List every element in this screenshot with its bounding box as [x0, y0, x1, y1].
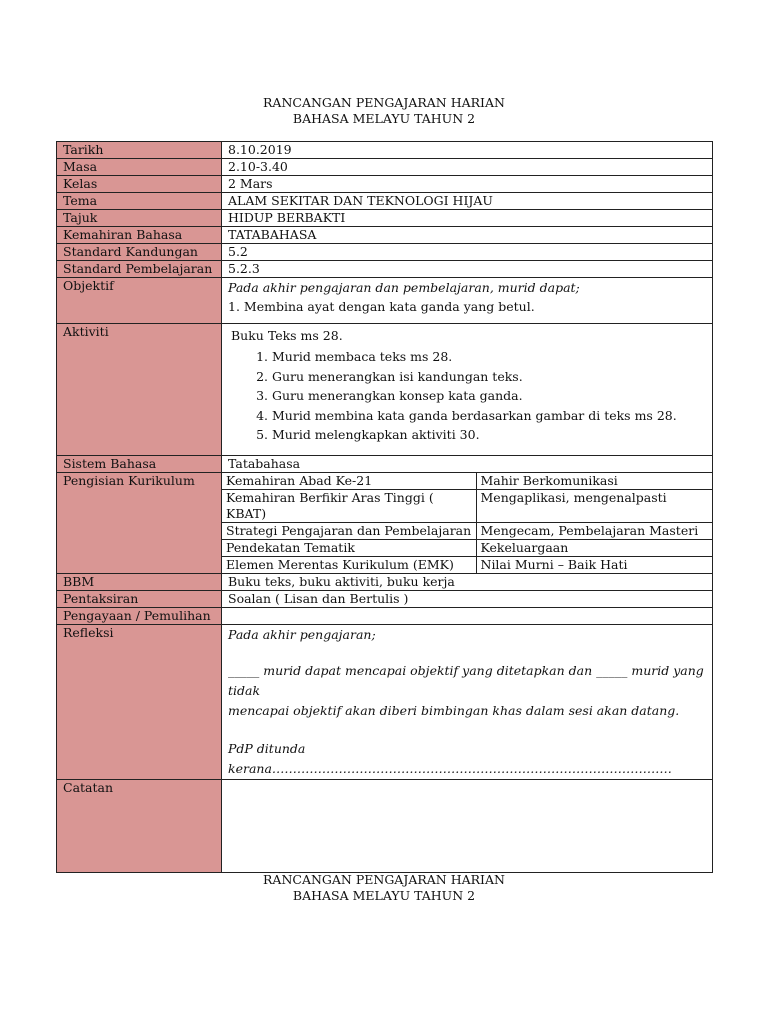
- value-pengisian-kurikulum: [222, 473, 713, 574]
- objektif-line-1: Pada akhir pengajaran dan pembelajaran, murid dapat;: [228, 280, 580, 295]
- table-row: [222, 523, 712, 540]
- value-sistem-bahasa: Tatabahasa: [222, 456, 713, 473]
- refleksi-line-4: PdP ditunda kerana……………………………………………………………………………………: [228, 741, 672, 776]
- row-tema: [57, 193, 713, 210]
- title-line-1: RANCANGAN PENGAJARAN HARIAN: [263, 872, 505, 887]
- value-kelas: 2 Mars: [222, 176, 713, 193]
- label-masa: Masa: [57, 159, 222, 176]
- refleksi-line-1: Pada akhir pengajaran;: [228, 627, 376, 642]
- table-row: [222, 490, 712, 523]
- pengisian-left: Strategi Pengajaran dan Pembelajaran: [222, 523, 476, 540]
- list-item: 3. Guru menerangkan konsep kata ganda.: [272, 386, 706, 406]
- row-sistem-bahasa: [57, 456, 713, 473]
- title-line-2: BAHASA MELAYU TAHUN 2: [292, 888, 476, 903]
- list-item: 2. Guru menerangkan isi kandungan teks.: [272, 367, 706, 387]
- pengisian-right: Mengaplikasi, mengenalpasti: [476, 490, 712, 523]
- row-standard-pembelajaran: [57, 261, 713, 278]
- label-pentaksiran: Pentaksiran: [57, 591, 222, 608]
- value-pengayaan: [222, 608, 713, 625]
- label-tajuk: Tajuk: [57, 210, 222, 227]
- list-item: 4. Murid membina kata ganda berdasarkan gambar di teks ms 28.: [272, 406, 706, 426]
- row-bbm: [57, 574, 713, 591]
- value-masa: 2.10-3.40: [222, 159, 713, 176]
- row-standard-kandungan: [57, 244, 713, 261]
- value-pentaksiran: Soalan ( Lisan dan Bertulis ): [222, 591, 713, 608]
- table-row: [222, 540, 712, 557]
- refleksi-line-3: mencapai objektif akan diberi bimbingan khas dalam sesi akan datang.: [228, 703, 680, 718]
- value-tema: ALAM SEKITAR DAN TEKNOLOGI HIJAU: [222, 193, 713, 210]
- label-catatan: Catatan: [57, 780, 222, 873]
- row-tarikh: [57, 142, 713, 159]
- label-objektif: Objektif: [57, 278, 222, 324]
- row-catatan: [57, 780, 713, 873]
- row-masa: [57, 159, 713, 176]
- row-tajuk: [57, 210, 713, 227]
- pengisian-table: [222, 473, 712, 573]
- list-item: 5. Murid melengkapkan aktiviti 30.: [272, 425, 706, 445]
- value-standard-pembelajaran: 5.2.3: [222, 261, 713, 278]
- pengisian-right: Mahir Berkomunikasi: [480, 473, 618, 488]
- value-refleksi: [222, 625, 713, 780]
- lesson-plan-table: [56, 141, 713, 873]
- label-standard-pembelajaran: Standard Pembelajaran: [57, 261, 222, 278]
- label-kelas: Kelas: [57, 176, 222, 193]
- pengisian-right: Nilai Murni – Baik Hati: [476, 557, 712, 574]
- page-title-next: [0, 872, 768, 904]
- value-tarikh: 8.10.2019: [222, 142, 713, 159]
- label-pengayaan: Pengayaan / Pemulihan: [57, 608, 222, 625]
- label-kemahiran: Kemahiran Bahasa: [57, 227, 222, 244]
- title-line-2: BAHASA MELAYU TAHUN 2: [292, 111, 476, 126]
- pengisian-left: Pendekatan Tematik: [222, 540, 476, 557]
- value-kemahiran: TATABAHASA: [222, 227, 713, 244]
- pengisian-left: Kemahiran Abad Ke-21: [222, 473, 476, 490]
- label-refleksi: Refleksi: [57, 625, 222, 780]
- pengisian-right: Kekeluargaan: [476, 540, 712, 557]
- row-kelas: [57, 176, 713, 193]
- list-item: 1. Murid membaca teks ms 28.: [272, 347, 706, 367]
- label-pengisian-kurikulum: Pengisian Kurikulum: [57, 473, 222, 574]
- table-row: [222, 473, 712, 490]
- row-objektif: [57, 278, 713, 324]
- label-tarikh: Tarikh: [57, 142, 222, 159]
- pengisian-right: Mengecam, Pembelajaran Masteri: [476, 523, 712, 540]
- aktiviti-heading: Buku Teks ms 28.: [231, 328, 343, 343]
- value-catatan: [222, 780, 713, 873]
- row-kemahiran: [57, 227, 713, 244]
- label-aktiviti: Aktiviti: [57, 324, 222, 456]
- value-objektif: [222, 278, 713, 324]
- row-aktiviti: [57, 324, 713, 456]
- value-tajuk: HIDUP BERBAKTI: [222, 210, 713, 227]
- title-line-1: RANCANGAN PENGAJARAN HARIAN: [263, 95, 505, 110]
- row-pengayaan: [57, 608, 713, 625]
- label-tema: Tema: [57, 193, 222, 210]
- value-aktiviti: [222, 324, 713, 456]
- pengisian-left: Elemen Merentas Kurikulum (EMK): [222, 557, 476, 574]
- label-bbm: BBM: [57, 574, 222, 591]
- page-title: [0, 95, 768, 127]
- row-pengisian-kurikulum: [57, 473, 713, 574]
- refleksi-line-2: _____ murid dapat mencapai objektif yang ditetapkan dan _____ murid yang tidak: [228, 663, 704, 698]
- value-bbm: Buku teks, buku aktiviti, buku kerja: [222, 574, 713, 591]
- label-sistem-bahasa: Sistem Bahasa: [57, 456, 222, 473]
- table-row: [222, 557, 712, 574]
- value-standard-kandungan: 5.2: [222, 244, 713, 261]
- aktiviti-list: [228, 347, 706, 445]
- objektif-line-2: 1. Membina ayat dengan kata ganda yang betul.: [228, 299, 535, 314]
- row-pentaksiran: [57, 591, 713, 608]
- pengisian-left: Kemahiran Berfikir Aras Tinggi ( KBAT): [222, 490, 476, 523]
- row-refleksi: [57, 625, 713, 780]
- label-standard-kandungan: Standard Kandungan: [57, 244, 222, 261]
